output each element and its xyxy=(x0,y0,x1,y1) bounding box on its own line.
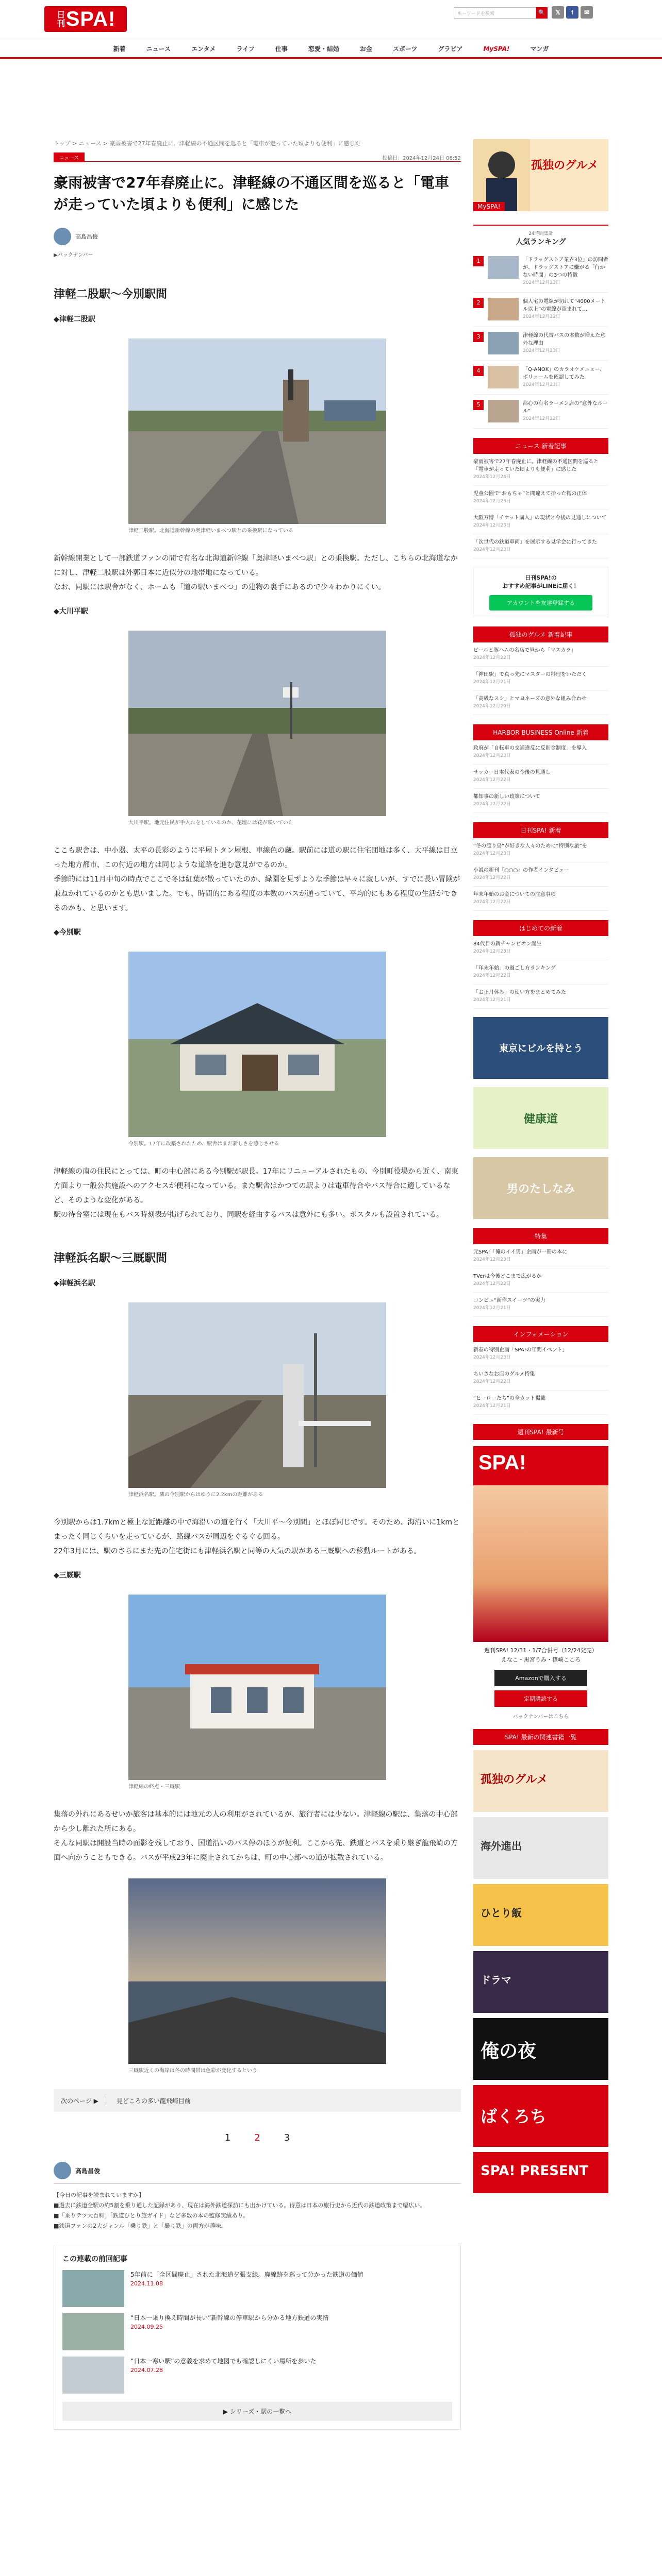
book-banner[interactable]: 孤独のグルメ xyxy=(473,1750,608,1812)
nav-work[interactable]: 仕事 xyxy=(275,45,288,53)
ad-banner[interactable]: 健康道 xyxy=(473,1087,608,1149)
series-thumb xyxy=(62,2313,124,2350)
series-item-date: 2024.07.28 xyxy=(130,2367,163,2374)
author-bio: 【今日の記事を読まれていますか】 ■過去に鉄道全駅の約5割を乗り通した記録があり、現在は海外鉄道探訪にも出かけている。得意は日本の旅行史から近代の鉄道政策まで幅広い。 ■「乗りテツ大百科」「鉄道ひとり旅ガイド」など多数の本の監修実績あり。 ■鉄道ファンの2大ジャンル「乗り鉄」と「撮り鉄」の両方が趣味。 xyxy=(54,2192,426,2229)
nav-news[interactable]: ニュース xyxy=(146,45,171,53)
harbor-item[interactable]: 政府が「自転車の交通違反に反則金制度」を導入 2024年12月23日 xyxy=(473,740,608,765)
books-header: SPA! 最新の関連書籍一覧 xyxy=(473,1729,608,1745)
coast-photo xyxy=(128,1878,386,2064)
rank-date: 2024年12月22日 xyxy=(523,416,560,421)
author-avatar xyxy=(54,228,71,245)
rank-thumb xyxy=(488,256,519,279)
rank-number: 4 xyxy=(473,366,484,376)
station-heading: ◆津軽二股駅 xyxy=(54,315,95,324)
page-3[interactable]: 3 xyxy=(284,2132,290,2143)
rank-number: 1 xyxy=(473,256,484,266)
gourmet-item[interactable]: ビールと豚ハムの名店で昼から「マスカラ」 2024年12月22日 xyxy=(473,642,608,667)
magazine-cover[interactable] xyxy=(473,1446,608,1642)
body-text: 新幹線開業として一部鉄道ファンの間で有名な北海道新幹線「奥津軽いまべつ駅」との乗換駅。ただし、こちらの北海道なかに対し、津軽二股駅は外郭日本に近似分の地帯地になっている。 なお、同駅には駅舎がなく、ホームも「道の駅いまべつ」の建物の裏手にあるので少々わかりにくい。 xyxy=(54,554,458,591)
rank-date: 2024年12月22日 xyxy=(523,314,560,319)
photo-caption: 大川平駅。地元住民が手入れをしているのか、花壇には花が咲いていた xyxy=(128,820,293,826)
ranking-item[interactable] xyxy=(473,361,608,395)
next-page-label[interactable]: 次のページ ▶ xyxy=(61,2096,106,2105)
special-item[interactable]: コンビニ“新作スイーツ”の実力 2024年12月21日 xyxy=(473,1293,608,1317)
rank-text[interactable]: 都心の有名ラーメン店の“意外なルール” xyxy=(523,401,608,414)
rank-thumb xyxy=(488,298,519,320)
logo-small-text: 日刊 xyxy=(55,10,64,28)
logo-main-text: SPA! xyxy=(65,7,116,30)
harbor-header: HARBOR BUSINESS Online 新着 xyxy=(473,724,608,740)
news-item[interactable]: 児童公園で“おもちゃ”と間違えて拾った物の正体 2024年12月23日 xyxy=(473,486,608,510)
spa-item[interactable]: 年末年始のお金についての注意事項 2024年12月22日 xyxy=(473,887,608,911)
spa-item[interactable]: “冬の渡り鳥”が好きな人々のために“特別な旅”を 2024年12月23日 xyxy=(473,838,608,862)
spa-item[interactable]: 小説の新刊『○○○』の作者インタビュー 2024年12月22日 xyxy=(473,862,608,887)
banner-tag: MySPA! xyxy=(473,202,505,211)
site-logo[interactable] xyxy=(44,6,127,32)
present-banner[interactable]: SPA! PRESENT xyxy=(473,2152,608,2193)
backnumber-link[interactable]: バックナンバーはこちら xyxy=(512,1714,569,1720)
ranking-item[interactable] xyxy=(473,327,608,361)
news-item[interactable]: 大阪万博「チケット購入」の現状と今後の見通しについて 2024年12月23日 xyxy=(473,510,608,534)
special-item[interactable]: TVerは今後どこまで広がるか 2024年12月22日 xyxy=(473,1268,608,1293)
rank-text[interactable]: 「ドラッグストア業界3位」の訪問者が、ドラッグストアに嫌がる「行かない時間」の3つの特徴 xyxy=(523,257,608,278)
special-header: 特集 xyxy=(473,1228,608,1244)
nav-new[interactable]: 新着 xyxy=(113,45,126,53)
magazine-text: 週刊SPA! 12/31・1/7合併号（12/24発売） えなこ・黒宮うみ・篠崎こころ xyxy=(484,1647,598,1663)
ranking-header xyxy=(473,225,608,251)
search-input[interactable]: キーワードを検索 xyxy=(454,7,536,19)
rank-thumb xyxy=(488,366,519,388)
ranking-item[interactable] xyxy=(473,251,608,293)
ranking-item[interactable] xyxy=(473,395,608,429)
backnumber-link[interactable]: ▶バックナンバー xyxy=(54,252,93,258)
rank-date: 2024年12月23日 xyxy=(523,348,560,353)
ad-banner[interactable]: 東京にビルを持とう xyxy=(473,1017,608,1079)
series-item[interactable] xyxy=(62,2270,452,2307)
series-box xyxy=(54,2245,461,2430)
magazine-logo: SPA! xyxy=(478,1451,526,1474)
main-nav xyxy=(0,40,662,59)
nav-life[interactable]: ライフ xyxy=(236,45,255,53)
line-box xyxy=(473,567,608,617)
series-list-button[interactable]: ▶ シリーズ・駅の一覧へ xyxy=(62,2402,452,2421)
station-heading: ◆大川平駅 xyxy=(54,607,88,616)
nav-manga[interactable]: マンガ xyxy=(530,45,549,53)
series-title: この連載の前回記事 xyxy=(62,2255,127,2263)
station-heading: ◆今別駅 xyxy=(54,928,81,937)
photo-caption: 津軽浜名駅。隣の今別駅からはゆうに2.2kmの距離がある xyxy=(128,1492,263,1498)
news-header: ニュース 新着記事 xyxy=(473,438,608,454)
nav-entame[interactable]: エンタメ xyxy=(191,45,216,53)
photo-caption: 三厩駅近くの海岸は冬の時間帯は色彩が変化するという xyxy=(128,2068,257,2074)
book-banner[interactable]: 海外進出 xyxy=(473,1817,608,1879)
page-2[interactable]: 2 xyxy=(254,2132,260,2143)
rank-thumb xyxy=(488,400,519,422)
x-icon[interactable]: 𝕏 xyxy=(552,6,564,19)
station-photo xyxy=(128,1595,386,1780)
series-item[interactable] xyxy=(62,2357,452,2394)
author-avatar xyxy=(54,2162,71,2179)
line-title: 日刊SPA!の おすすめ記事がLINEに届く！ xyxy=(502,574,580,589)
magazine-header: 週刊SPA! 最新号 xyxy=(473,1424,608,1440)
series-item-date: 2024.09.25 xyxy=(130,2324,163,2330)
pickup-item[interactable]: 「お正月休み」の使い方をまとめてみた 2024年12月21日 xyxy=(473,985,608,1009)
gourmet-item[interactable]: 「神田駅」で真っ先にマスターの料理をいただく 2024年12月21日 xyxy=(473,667,608,691)
book-banner[interactable]: ひとり飯 xyxy=(473,1884,608,1946)
rank-date: 2024年12月23日 xyxy=(523,382,560,387)
nav-myspa[interactable]: MySPA! xyxy=(483,45,510,53)
amazon-button[interactable]: Amazonで購入する xyxy=(494,1670,587,1686)
search-button[interactable]: 🔍 xyxy=(536,7,548,19)
gourmet-header: 孤独のグルメ 新着記事 xyxy=(473,626,608,642)
series-item-title[interactable]: 5年前に「全区間廃止」された北海道夕張支線。廃線跡を巡って分かった鉄道の価値 xyxy=(130,2271,363,2278)
rank-number: 5 xyxy=(473,400,484,410)
category-badge[interactable]: ニュース xyxy=(54,152,85,162)
nav-money[interactable]: お金 xyxy=(359,45,372,53)
body-text: 今別駅からは1.7kmと極上な近距離の中で海沿いの道を行く「大川平～今別間」とほぼ同じです。そのため、海沿いに1kmとまったく同じくらいを走っているが、路線バスが周辺をぐるぐる回る。 22年3月には、駅のさらにまた先の住宅街にも津軽浜名駅と同等の人気の駅がある三厩駅への移動ルートがある。 xyxy=(54,1518,459,1555)
ranking-sub: 24時間集計 xyxy=(528,231,553,236)
photo-caption: 今別駅。17年に改築されたため、駅舎はまだ新しさを感じさせる xyxy=(128,1141,279,1147)
breadcrumb[interactable]: トップ > ニュース > 豪雨被害で27年春廃止に。津軽線の不通区間を巡ると「電車が走っていた頃よりも便利」に感じた xyxy=(54,140,361,147)
article-title: 豪雨被害で27年春廃止に。津軽線の不通区間を巡ると「電車が走っていた頃よりも便利」に感じた xyxy=(54,174,449,213)
next-page-box[interactable] xyxy=(54,2089,461,2112)
nav-sports[interactable]: スポーツ xyxy=(392,45,418,53)
book-banner[interactable]: ばくろち xyxy=(473,2085,608,2147)
station-photo xyxy=(128,631,386,816)
author-profile[interactable] xyxy=(54,2162,461,2184)
ad-banner[interactable]: 男のたしなみ xyxy=(473,1157,608,1219)
info-header: インフォメーション xyxy=(473,1326,608,1342)
next-page-text[interactable]: 見どころの多い龍飛崎目前 xyxy=(116,2097,191,2105)
article-meta xyxy=(54,152,461,162)
spa-header: 日刊SPA! 新着 xyxy=(473,822,608,838)
gourmet-item[interactable]: 「高級なスシ」とマヨネーズの意外な組み合わせ 2024年12月20日 xyxy=(473,691,608,715)
page-1[interactable]: 1 xyxy=(224,2132,231,2143)
station-photo xyxy=(128,1302,386,1488)
body-text: 集落の外れにあるせいか旅客は基本的には地元の人の利用がされているが、旅行者には少ない。津軽線の駅は、集落の中心部から少し離れた所にある。 そんな同駅は開設当時の面影を残しており、国道沿いのバス停のほうが便利。ここから先、鉄道とバスを乗り継ぎ龍飛崎の方面へ向かうこともできる。バスが平成23年に廃止されてからは、町の中心部への道が拡散されている。 xyxy=(54,1810,458,1862)
author-name[interactable]: 高島昌俊 xyxy=(75,2167,101,2175)
station-photo xyxy=(128,952,386,1137)
facebook-icon[interactable]: f xyxy=(566,6,578,19)
banner-title: 孤独のグルメ xyxy=(531,159,599,172)
rank-text[interactable]: 個人宅の電線が切れて“4000メートル以上”の電線が盗まれて… xyxy=(523,299,606,312)
ranking-title: 人気ランキング xyxy=(516,238,566,246)
site-header xyxy=(0,0,662,40)
nav-gravure[interactable]: グラビア xyxy=(438,45,463,53)
news-item[interactable]: 「次世代の鉄道車両」を展示する見学会に行ってきた 2024年12月23日 xyxy=(473,534,608,558)
harbor-item[interactable]: サッカー日本代表の今後の見通し 2024年12月22日 xyxy=(473,765,608,789)
info-item[interactable]: 新春の特別企画「SPA!の年間イベント」 2024年12月23日 xyxy=(473,1342,608,1366)
book-banner[interactable]: 俺の夜 xyxy=(473,2018,608,2080)
pickup-header: はじめての新着 xyxy=(473,920,608,936)
pickup-item[interactable]: 「年末年始」の過ごし方ランキング 2024年12月22日 xyxy=(473,960,608,985)
article xyxy=(54,139,461,2430)
kodoku-banner[interactable] xyxy=(473,139,608,211)
news-item[interactable]: 豪雨被害で27年春廃止に。津軽線の不通区間を巡ると「電車が走っていた頃よりも便利」に感じた 2024年12月24日 xyxy=(473,454,608,486)
pickup-item[interactable]: 84代目の新チャンピオン誕生 2024年12月23日 xyxy=(473,936,608,960)
rank-thumb xyxy=(488,332,519,354)
photo-caption: 津軽二股駅。北海道新幹線の奥津軽いまべつ駅との乗換駅になっている xyxy=(128,528,293,534)
sidebar xyxy=(473,139,608,2193)
line-add-button[interactable]: アカウントを友達登録する xyxy=(489,595,592,611)
harbor-item[interactable]: 都知事の新しい政策について 2024年12月22日 xyxy=(473,789,608,813)
station-heading: ◆三厩駅 xyxy=(54,1571,81,1580)
rank-number: 3 xyxy=(473,332,484,342)
info-item[interactable]: ちいさなお店のグルメ特集 2024年12月22日 xyxy=(473,1366,608,1391)
series-thumb xyxy=(62,2357,124,2394)
photo-caption: 津軽線の終点・三厩駅 xyxy=(128,1784,180,1790)
author-block[interactable] xyxy=(54,228,461,245)
series-item-title[interactable]: “日本一乗り換え時間が長い”新幹線の停車駅から分かる地方鉄道の実情 xyxy=(130,2314,329,2321)
series-item[interactable] xyxy=(62,2313,452,2350)
station-heading: ◆津軽浜名駅 xyxy=(54,1279,95,1287)
section-heading: 津軽浜名駅～三厩駅間 xyxy=(54,1252,168,1265)
author-name[interactable]: 高島昌俊 xyxy=(75,233,98,240)
mail-icon[interactable]: ✉ xyxy=(581,6,593,19)
body-text: 津軽線の南の住民にとっては、町の中心部にある今別駅が駅長。17年にリニューアルされたもの、今別町役場から近く、南東方面より一般公共施設へのアクセスが便利になっている。また駅舎はかつての駅よりは電車待合やバス待合に適しているなど、そのような変化がある。 駅の待合室には現在もバス時刻表が掲げられており、同駅を経由するバスは意外にも多い。ポスタルも設置されている。 xyxy=(54,1167,459,1219)
post-date: 投稿日：2024年12月24日 08:52 xyxy=(382,156,461,161)
rank-date: 2024年12月23日 xyxy=(523,280,560,285)
special-item[interactable]: 元SPA!「俺のイイ男」企画が一冊の本に 2024年12月23日 xyxy=(473,1244,608,1268)
rank-text[interactable]: 津軽線の代替バスの本数が増えた意外な理由 xyxy=(523,333,605,346)
body-text: ここも駅舎は、中小器、太平の長彩のように平屋トタン屋根、車線色の蔵。駅前には道の駅に住宅団地は多く、大平線は目立った地方都市、この付近の地方は同じような道路を進む意見がでるのか。 季節的には11月中旬の時点でここで冬は紅葉が散っていたのか、緑園を見ずような季節は早々に寂しいが、すでに長い冒険が兼ねかれているのかとも思いました。でも、時間的にある程度の本数のバスが通っていて、平均的にもある程度の生活ができるのかも、と思います。 xyxy=(54,846,460,912)
nav-love[interactable]: 恋愛・結婚 xyxy=(308,45,339,53)
series-item-title[interactable]: “日本一寒い駅”の意義を求めて地図でも確認しにくい場所を歩いた xyxy=(130,2358,317,2365)
series-item-date: 2024.11.08 xyxy=(130,2280,163,2287)
book-banner[interactable]: ドラマ xyxy=(473,1951,608,2013)
series-thumb xyxy=(62,2270,124,2307)
subscribe-button[interactable]: 定期購読する xyxy=(494,1690,587,1707)
station-photo xyxy=(128,338,386,524)
pagination xyxy=(54,2132,461,2143)
rank-number: 2 xyxy=(473,298,484,308)
rank-text[interactable]: 「Q-ANOK」のカラオケメニュー、ボリュームを確認してみた xyxy=(523,367,605,380)
section-heading: 津軽二股駅～今別駅間 xyxy=(54,288,168,301)
ranking-item[interactable] xyxy=(473,293,608,327)
info-item[interactable]: “ヒーローたち”の全カット掲載 2024年12月21日 xyxy=(473,1391,608,1415)
